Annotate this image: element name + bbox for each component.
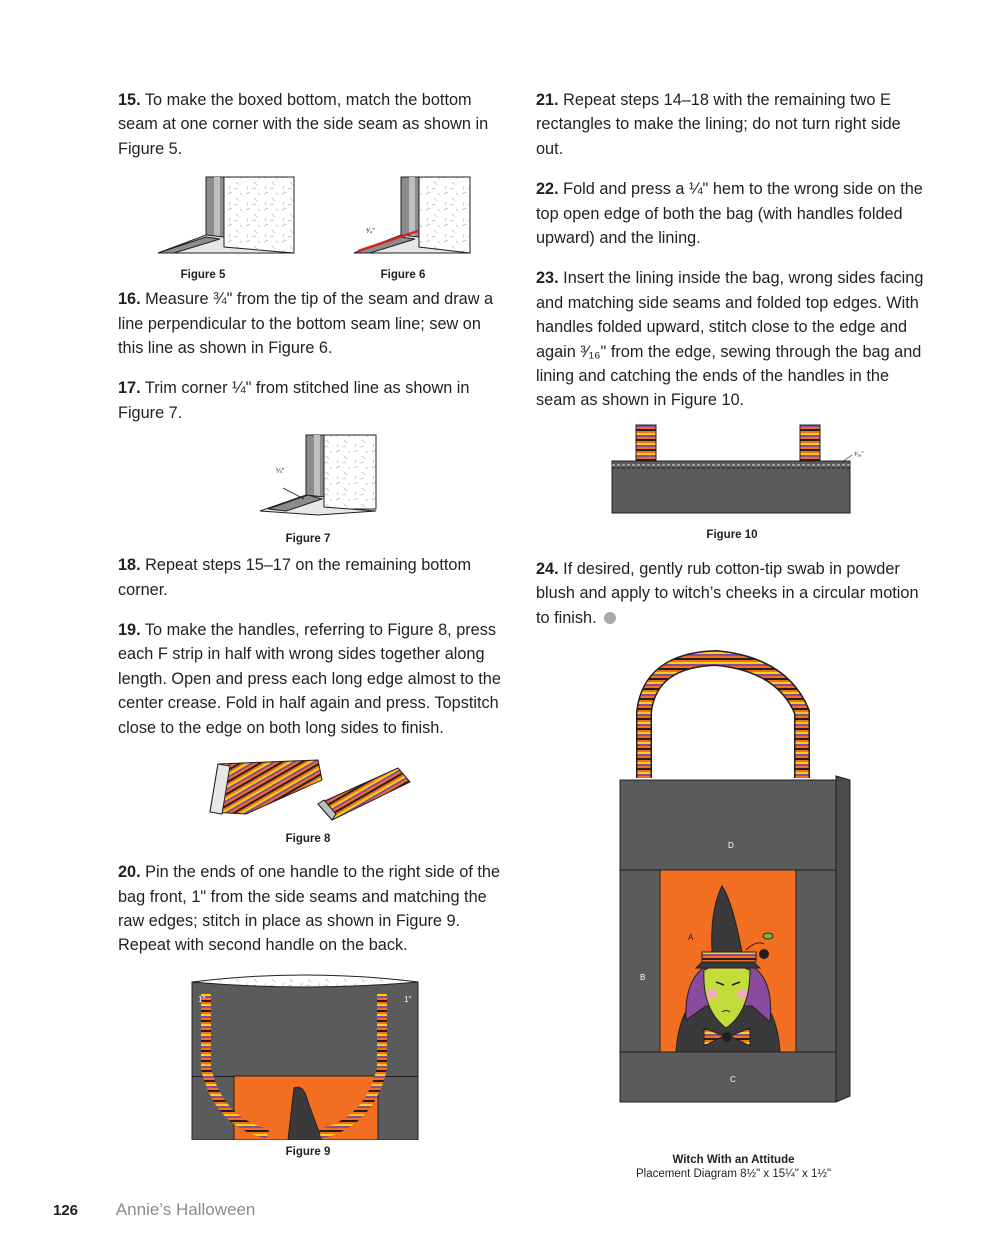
step-number: 15. bbox=[118, 91, 141, 109]
figure-6-measure-label: ³⁄₄" bbox=[366, 228, 375, 236]
placement-diagram bbox=[536, 650, 931, 1180]
figures-5-6 bbox=[118, 175, 508, 287]
figure-9 bbox=[118, 972, 508, 1162]
figure-9-caption: Figure 9 bbox=[285, 1145, 331, 1158]
figure-7-caption: Figure 7 bbox=[285, 533, 331, 546]
placement-title: Witch With an Attitude bbox=[672, 1154, 795, 1167]
step-text: Insert the lining inside the bag, wrong sides facing and matching side seams and folded top edges. With handles folded upward, stitch close to the edge and again ³⁄₁₆" from the edge, sewing through the bag and lining and catching the ends of the handles in the seam as shown in Figure 10. bbox=[536, 269, 924, 410]
book-title: Annie’s Halloween bbox=[115, 1200, 256, 1219]
placement-diagram-illustration bbox=[536, 650, 931, 1150]
step-text: Trim corner ¼" from stitched line as shown in Figure 7. bbox=[118, 379, 470, 422]
figure-10-measure-label: ³⁄₁₆" bbox=[854, 451, 864, 458]
page-footer bbox=[53, 1200, 255, 1220]
step-15 bbox=[118, 88, 508, 161]
piece-label-b: B bbox=[640, 973, 646, 983]
step-22 bbox=[536, 177, 931, 250]
step-21 bbox=[536, 88, 931, 161]
step-text: Repeat steps 14–18 with the remaining two E rectangles to make the lining; do not turn right side out. bbox=[536, 91, 901, 158]
step-number: 22. bbox=[536, 180, 559, 199]
step-text: If desired, gently rub cotton-tip swab in powder blush and apply to witch’s cheeks in a circular motion to finish. bbox=[536, 559, 919, 627]
step-text: To make the boxed bottom, match the bottom seam at one corner with the side seam as shown in Figure 5. bbox=[118, 91, 489, 158]
step-text: Fold and press a ¼" hem to the wrong side on the top open edge of both the bag (with handles folded upward) and the lining. bbox=[536, 180, 923, 248]
figure-9-label-right: 1" bbox=[404, 994, 412, 1004]
figure-9-illustration bbox=[118, 972, 508, 1140]
figure-7-measure-label: ¼" bbox=[276, 468, 285, 476]
step-number: 19. bbox=[118, 621, 141, 640]
step-18 bbox=[118, 553, 508, 602]
figure-6-caption: Figure 6 bbox=[380, 269, 426, 282]
step-text: Repeat steps 15–17 on the remaining bottom corner. bbox=[118, 556, 472, 599]
step-text: Measure ¾" from the tip of the seam and draw a line perpendicular to the bottom seam line; sew on this line as shown in Figure 6. bbox=[118, 290, 494, 358]
right-column bbox=[536, 88, 931, 1180]
figure-7-illustration bbox=[118, 433, 508, 533]
piece-label-d: D bbox=[728, 841, 734, 851]
step-number: 23. bbox=[536, 269, 559, 288]
step-number: 17. bbox=[118, 379, 141, 398]
step-16 bbox=[118, 287, 508, 360]
step-20 bbox=[118, 860, 508, 958]
step-19 bbox=[118, 618, 508, 740]
end-bullet-icon bbox=[604, 612, 616, 624]
figure-8-caption: Figure 8 bbox=[285, 833, 331, 846]
left-column bbox=[118, 88, 508, 1162]
piece-label-a: A bbox=[688, 933, 694, 943]
step-number: 18. bbox=[118, 556, 141, 575]
figure-5-illustration bbox=[118, 175, 508, 261]
figure-10-illustration bbox=[536, 421, 931, 521]
step-24 bbox=[536, 557, 931, 630]
page-number: 126 bbox=[53, 1202, 79, 1219]
piece-label-c: C bbox=[730, 1075, 736, 1085]
figure-8 bbox=[118, 754, 508, 870]
figure-5-caption: Figure 5 bbox=[180, 269, 226, 282]
figure-9-label-left: 1" bbox=[198, 994, 206, 1004]
figure-8-illustration bbox=[118, 754, 508, 844]
step-23 bbox=[536, 266, 931, 412]
step-text: Pin the ends of one handle to the right side of the bag front, 1" from the side seams and matching the raw edges; stitch in place as shown in Figure 9. Repeat with second handle on the back. bbox=[118, 863, 500, 955]
step-number: 21. bbox=[536, 91, 559, 109]
step-number: 16. bbox=[118, 290, 141, 309]
step-number: 24. bbox=[536, 559, 559, 578]
placement-dimensions: Placement Diagram 8½" x 15¼" x 1½" bbox=[635, 1168, 832, 1181]
figure-10-caption: Figure 10 bbox=[706, 528, 758, 541]
step-text: To make the handles, referring to Figure 8, press each F strip in half with wrong sides together along length. Open and press each long edge almost to the center crease. Fold in half again and press. Topstitch close to the edge on both long sides to finish. bbox=[118, 621, 501, 737]
step-17 bbox=[118, 376, 508, 425]
figure-10 bbox=[536, 421, 931, 561]
figure-7 bbox=[118, 433, 508, 553]
step-number: 20. bbox=[118, 863, 141, 882]
